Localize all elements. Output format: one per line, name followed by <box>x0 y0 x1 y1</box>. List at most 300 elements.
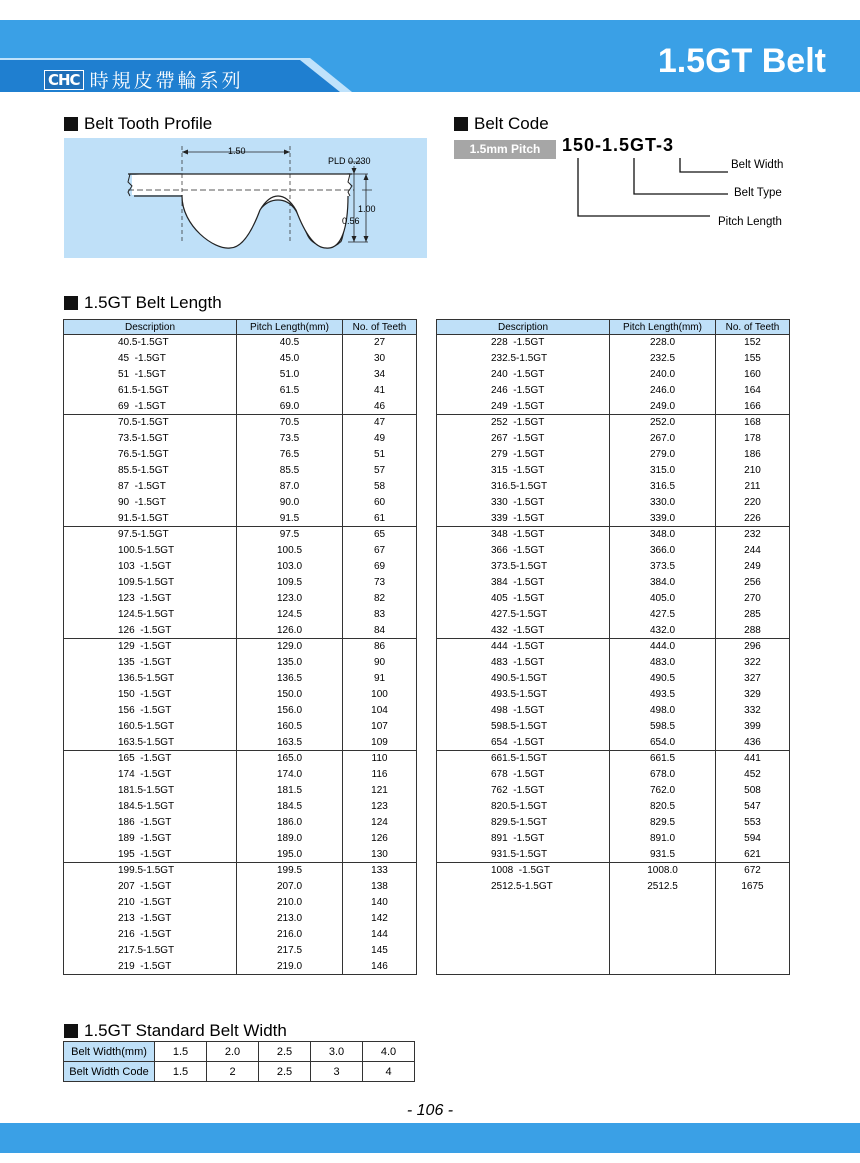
teeth-cell: 104 <box>343 703 417 719</box>
teeth-cell: 547 <box>716 799 790 815</box>
teeth-cell: 109 <box>343 735 417 751</box>
brand-logo <box>44 66 244 93</box>
pitch-length-cell: 85.5 <box>237 463 343 479</box>
belt-length-heading: 1.5GT Belt Length <box>64 293 222 313</box>
teeth-cell: 553 <box>716 815 790 831</box>
height-dimension: 1.00 <box>358 204 376 214</box>
teeth-cell: 621 <box>716 847 790 863</box>
pitch-length-cell: 165.0 <box>237 751 343 767</box>
description-cell: 129 -1.5GT <box>64 639 237 655</box>
description-cell: 199.5-1.5GT <box>64 863 237 879</box>
description-cell: 384 -1.5GT <box>437 575 610 591</box>
belt-width-row-label: Belt Width(mm) <box>64 1042 155 1062</box>
description-cell: 249 -1.5GT <box>437 399 610 415</box>
pitch-length-cell: 129.0 <box>237 639 343 655</box>
teeth-cell: 100 <box>343 687 417 703</box>
belt-code-example: 150-1.5GT-3 <box>562 135 675 155</box>
code-cell: 4 <box>363 1062 415 1082</box>
table-row <box>437 639 790 655</box>
col-pitch-length: Pitch Length(mm) <box>610 320 716 335</box>
pitch-length-cell: 207.0 <box>237 879 343 895</box>
teeth-cell: 65 <box>343 527 417 543</box>
pitch-length-cell: 91.5 <box>237 511 343 527</box>
table-row <box>437 767 790 783</box>
description-cell: 405 -1.5GT <box>437 591 610 607</box>
table-row <box>64 671 417 687</box>
pitch-length-cell: 373.5 <box>610 559 716 575</box>
pitch-length-cell: 483.0 <box>610 655 716 671</box>
pitch-length-cell: 384.0 <box>610 575 716 591</box>
belt-width-code-row-label: Belt Width Code <box>64 1062 155 1082</box>
pitch-length-cell: 348.0 <box>610 527 716 543</box>
description-cell: 316.5-1.5GT <box>437 479 610 495</box>
table-row <box>437 431 790 447</box>
table-row <box>437 463 790 479</box>
code-cell: 2 <box>207 1062 259 1082</box>
pitch-length-cell: 160.5 <box>237 719 343 735</box>
table-row <box>437 735 790 751</box>
teeth-cell: 164 <box>716 383 790 399</box>
teeth-cell: 332 <box>716 703 790 719</box>
description-cell: 69 -1.5GT <box>64 399 237 415</box>
description-cell: 829.5-1.5GT <box>437 815 610 831</box>
description-cell: 217.5-1.5GT <box>64 943 237 959</box>
pitch-length-cell: 279.0 <box>610 447 716 463</box>
pitch-length-cell: 70.5 <box>237 415 343 431</box>
table-row <box>64 511 417 527</box>
teeth-cell: 67 <box>343 543 417 559</box>
pitch-length-cell: 126.0 <box>237 623 343 639</box>
teeth-cell: 322 <box>716 655 790 671</box>
page-number: - 106 - <box>406 1102 454 1119</box>
teeth-cell: 436 <box>716 735 790 751</box>
pitch-length-cell: 217.5 <box>237 943 343 959</box>
pld-dimension: PLD 0.230 <box>328 156 371 166</box>
bullet-square-icon <box>64 296 78 310</box>
tooth-depth-dimension: 0.56 <box>342 216 360 226</box>
table-row <box>64 367 417 383</box>
teeth-cell: 126 <box>343 831 417 847</box>
table-row <box>437 655 790 671</box>
table-row <box>64 703 417 719</box>
teeth-cell: 51 <box>343 447 417 463</box>
pitch-length-cell: 891.0 <box>610 831 716 847</box>
table-row <box>64 351 417 367</box>
code-cell: 2.5 <box>259 1062 311 1082</box>
table-row <box>437 479 790 495</box>
table-row <box>64 655 417 671</box>
table-row <box>437 879 790 895</box>
description-cell: 762 -1.5GT <box>437 783 610 799</box>
table-row <box>64 911 417 927</box>
pitch-length-cell: 267.0 <box>610 431 716 447</box>
table-row <box>64 943 417 959</box>
pitch-length-cell: 432.0 <box>610 623 716 639</box>
table-row <box>437 703 790 719</box>
width-cell: 2.0 <box>207 1042 259 1062</box>
pitch-length-cell: 69.0 <box>237 399 343 415</box>
table-row <box>64 847 417 863</box>
table-row <box>64 383 417 399</box>
table-row <box>437 847 790 863</box>
description-cell: 160.5-1.5GT <box>64 719 237 735</box>
pitch-length-cell: 163.5 <box>237 735 343 751</box>
empty-cell <box>437 895 610 975</box>
table-row <box>437 399 790 415</box>
table-row <box>437 575 790 591</box>
teeth-cell: 34 <box>343 367 417 383</box>
teeth-cell: 211 <box>716 479 790 495</box>
bullet-square-icon <box>64 117 78 131</box>
pitch-length-cell: 123.0 <box>237 591 343 607</box>
page-title: 1.5GT Belt <box>657 42 826 80</box>
pitch-length-cell: 1008.0 <box>610 863 716 879</box>
pitch-length-cell: 76.5 <box>237 447 343 463</box>
teeth-cell: 73 <box>343 575 417 591</box>
description-cell: 97.5-1.5GT <box>64 527 237 543</box>
description-cell: 213 -1.5GT <box>64 911 237 927</box>
pitch-length-cell: 97.5 <box>237 527 343 543</box>
teeth-cell: 594 <box>716 831 790 847</box>
description-cell: 85.5-1.5GT <box>64 463 237 479</box>
description-cell: 91.5-1.5GT <box>64 511 237 527</box>
pitch-length-cell: 339.0 <box>610 511 716 527</box>
code-row <box>64 1062 415 1082</box>
table-row <box>437 783 790 799</box>
pitch-length-cell: 210.0 <box>237 895 343 911</box>
teeth-cell: 27 <box>343 335 417 351</box>
page-header <box>0 20 860 92</box>
teeth-cell: 86 <box>343 639 417 655</box>
page-footer-band <box>0 1123 860 1153</box>
code-cell: 3 <box>311 1062 363 1082</box>
description-cell: 252 -1.5GT <box>437 415 610 431</box>
empty-cell <box>610 895 716 975</box>
table-row <box>437 687 790 703</box>
teeth-cell: 61 <box>343 511 417 527</box>
pitch-badge: 1.5mm Pitch <box>454 140 556 159</box>
table-row <box>64 335 417 351</box>
belt-type-label: Belt Type <box>734 187 782 199</box>
teeth-cell: 142 <box>343 911 417 927</box>
description-cell: 184.5-1.5GT <box>64 799 237 815</box>
teeth-cell: 82 <box>343 591 417 607</box>
description-cell: 339 -1.5GT <box>437 511 610 527</box>
description-cell: 267 -1.5GT <box>437 431 610 447</box>
teeth-cell: 166 <box>716 399 790 415</box>
pitch-length-cell: 40.5 <box>237 335 343 351</box>
description-cell: 498 -1.5GT <box>437 703 610 719</box>
description-cell: 330 -1.5GT <box>437 495 610 511</box>
pitch-dimension: 1.50 <box>228 146 246 156</box>
description-cell: 891 -1.5GT <box>437 831 610 847</box>
belt-length-table-right <box>436 319 790 975</box>
pitch-length-cell: 184.5 <box>237 799 343 815</box>
tooth-profile-diagram <box>64 138 427 258</box>
pitch-length-cell: 195.0 <box>237 847 343 863</box>
description-cell: 931.5-1.5GT <box>437 847 610 863</box>
code-cell: 1.5 <box>155 1062 207 1082</box>
description-cell: 366 -1.5GT <box>437 543 610 559</box>
teeth-cell: 452 <box>716 767 790 783</box>
pitch-length-cell: 51.0 <box>237 367 343 383</box>
table-row <box>437 527 790 543</box>
bullet-square-icon <box>64 1024 78 1038</box>
pitch-length-cell: 678.0 <box>610 767 716 783</box>
table-row <box>64 543 417 559</box>
teeth-cell: 46 <box>343 399 417 415</box>
description-cell: 124.5-1.5GT <box>64 607 237 623</box>
description-cell: 678 -1.5GT <box>437 767 610 783</box>
belt-code-leader-lines <box>560 156 730 228</box>
table-row <box>64 591 417 607</box>
pitch-length-cell: 219.0 <box>237 959 343 975</box>
description-cell: 100.5-1.5GT <box>64 543 237 559</box>
description-cell: 181.5-1.5GT <box>64 783 237 799</box>
table-row <box>64 815 417 831</box>
description-cell: 189 -1.5GT <box>64 831 237 847</box>
pitch-length-cell: 103.0 <box>237 559 343 575</box>
teeth-cell: 270 <box>716 591 790 607</box>
table-row <box>64 719 417 735</box>
teeth-cell: 133 <box>343 863 417 879</box>
description-cell: 373.5-1.5GT <box>437 559 610 575</box>
teeth-cell: 508 <box>716 783 790 799</box>
teeth-cell: 210 <box>716 463 790 479</box>
table-row <box>64 431 417 447</box>
bullet-square-icon <box>454 117 468 131</box>
description-cell: 73.5-1.5GT <box>64 431 237 447</box>
pitch-length-cell: 136.5 <box>237 671 343 687</box>
description-cell: 70.5-1.5GT <box>64 415 237 431</box>
teeth-cell: 121 <box>343 783 417 799</box>
pitch-length-cell: 246.0 <box>610 383 716 399</box>
pitch-length-cell: 829.5 <box>610 815 716 831</box>
col-teeth: No. of Teeth <box>716 320 790 335</box>
belt-width-heading: 1.5GT Standard Belt Width <box>64 1021 287 1041</box>
teeth-cell: 249 <box>716 559 790 575</box>
teeth-cell: 107 <box>343 719 417 735</box>
description-cell: 76.5-1.5GT <box>64 447 237 463</box>
pitch-length-cell: 405.0 <box>610 591 716 607</box>
table-row <box>64 927 417 943</box>
teeth-cell: 441 <box>716 751 790 767</box>
description-cell: 210 -1.5GT <box>64 895 237 911</box>
teeth-cell: 244 <box>716 543 790 559</box>
col-pitch-length: Pitch Length(mm) <box>237 320 343 335</box>
description-cell: 315 -1.5GT <box>437 463 610 479</box>
table-row <box>64 799 417 815</box>
description-cell: 228 -1.5GT <box>437 335 610 351</box>
teeth-cell: 329 <box>716 687 790 703</box>
pitch-length-cell: 366.0 <box>610 543 716 559</box>
teeth-cell: 90 <box>343 655 417 671</box>
pitch-length-cell: 61.5 <box>237 383 343 399</box>
teeth-cell: 146 <box>343 959 417 975</box>
teeth-cell: 256 <box>716 575 790 591</box>
tooth-profile-heading: Belt Tooth Profile <box>64 114 212 134</box>
description-cell: 40.5-1.5GT <box>64 335 237 351</box>
teeth-cell: 285 <box>716 607 790 623</box>
table-row <box>64 687 417 703</box>
teeth-cell: 30 <box>343 351 417 367</box>
pitch-length-cell: 252.0 <box>610 415 716 431</box>
table-row <box>64 495 417 511</box>
description-cell: 483 -1.5GT <box>437 655 610 671</box>
table-row <box>64 527 417 543</box>
table-row <box>437 591 790 607</box>
teeth-cell: 91 <box>343 671 417 687</box>
description-cell: 136.5-1.5GT <box>64 671 237 687</box>
width-cell: 3.0 <box>311 1042 363 1062</box>
description-cell: 87 -1.5GT <box>64 479 237 495</box>
teeth-cell: 69 <box>343 559 417 575</box>
description-cell: 135 -1.5GT <box>64 655 237 671</box>
description-cell: 246 -1.5GT <box>437 383 610 399</box>
description-cell: 109.5-1.5GT <box>64 575 237 591</box>
teeth-cell: 123 <box>343 799 417 815</box>
pitch-length-cell: 427.5 <box>610 607 716 623</box>
belt-width-table <box>63 1041 415 1082</box>
description-cell: 123 -1.5GT <box>64 591 237 607</box>
teeth-cell: 155 <box>716 351 790 367</box>
table-row <box>64 623 417 639</box>
teeth-cell: 47 <box>343 415 417 431</box>
table-row <box>437 831 790 847</box>
pitch-length-cell: 156.0 <box>237 703 343 719</box>
empty-cell <box>716 895 790 975</box>
teeth-cell: 232 <box>716 527 790 543</box>
table-row <box>64 735 417 751</box>
description-cell: 661.5-1.5GT <box>437 751 610 767</box>
teeth-cell: 124 <box>343 815 417 831</box>
pitch-length-cell: 135.0 <box>237 655 343 671</box>
teeth-cell: 145 <box>343 943 417 959</box>
table-row <box>437 415 790 431</box>
pitch-length-cell: 654.0 <box>610 735 716 751</box>
width-cell: 1.5 <box>155 1042 207 1062</box>
description-cell: 427.5-1.5GT <box>437 607 610 623</box>
description-cell: 240 -1.5GT <box>437 367 610 383</box>
pitch-length-cell: 2512.5 <box>610 879 716 895</box>
teeth-cell: 178 <box>716 431 790 447</box>
belt-width-label: Belt Width <box>731 159 784 171</box>
table-row <box>64 463 417 479</box>
description-cell: 219 -1.5GT <box>64 959 237 975</box>
col-description: Description <box>437 320 610 335</box>
col-teeth: No. of Teeth <box>343 320 417 335</box>
table-row <box>437 799 790 815</box>
description-cell: 348 -1.5GT <box>437 527 610 543</box>
teeth-cell: 296 <box>716 639 790 655</box>
description-cell: 598.5-1.5GT <box>437 719 610 735</box>
table-row <box>64 767 417 783</box>
pitch-length-cell: 661.5 <box>610 751 716 767</box>
pitch-length-cell: 174.0 <box>237 767 343 783</box>
table-row <box>64 959 417 975</box>
table-row <box>437 559 790 575</box>
pitch-length-cell: 498.0 <box>610 703 716 719</box>
description-cell: 279 -1.5GT <box>437 447 610 463</box>
description-cell: 103 -1.5GT <box>64 559 237 575</box>
pitch-length-cell: 444.0 <box>610 639 716 655</box>
table-row <box>437 543 790 559</box>
description-cell: 490.5-1.5GT <box>437 671 610 687</box>
pitch-length-cell: 598.5 <box>610 719 716 735</box>
description-cell: 207 -1.5GT <box>64 879 237 895</box>
teeth-cell: 144 <box>343 927 417 943</box>
teeth-cell: 116 <box>343 767 417 783</box>
description-cell: 51 -1.5GT <box>64 367 237 383</box>
pitch-length-cell: 100.5 <box>237 543 343 559</box>
description-cell: 186 -1.5GT <box>64 815 237 831</box>
teeth-cell: 672 <box>716 863 790 879</box>
brand-name: 時規皮帶輪系列 <box>89 70 244 92</box>
table-row <box>64 575 417 591</box>
pitch-length-cell: 762.0 <box>610 783 716 799</box>
teeth-cell: 60 <box>343 495 417 511</box>
pitch-length-cell: 189.0 <box>237 831 343 847</box>
description-cell: 150 -1.5GT <box>64 687 237 703</box>
table-row <box>64 863 417 879</box>
description-cell: 45 -1.5GT <box>64 351 237 367</box>
pitch-length-cell: 213.0 <box>237 911 343 927</box>
table-row <box>64 879 417 895</box>
teeth-cell: 84 <box>343 623 417 639</box>
tooth-profile-drawing <box>64 138 427 258</box>
table-row <box>437 719 790 735</box>
pitch-length-cell: 45.0 <box>237 351 343 367</box>
pitch-length-cell: 232.5 <box>610 351 716 367</box>
logo-mark: CHC <box>44 70 84 90</box>
description-cell: 163.5-1.5GT <box>64 735 237 751</box>
table-row <box>437 511 790 527</box>
description-cell: 174 -1.5GT <box>64 767 237 783</box>
teeth-cell: 83 <box>343 607 417 623</box>
pitch-length-cell: 181.5 <box>237 783 343 799</box>
table-row <box>437 351 790 367</box>
teeth-cell: 49 <box>343 431 417 447</box>
table-row <box>64 639 417 655</box>
description-cell: 126 -1.5GT <box>64 623 237 639</box>
table-row <box>437 367 790 383</box>
teeth-cell: 58 <box>343 479 417 495</box>
table-row <box>64 607 417 623</box>
teeth-cell: 110 <box>343 751 417 767</box>
table-row <box>437 671 790 687</box>
teeth-cell: 160 <box>716 367 790 383</box>
teeth-cell: 138 <box>343 879 417 895</box>
table-filler-row <box>437 895 790 975</box>
pitch-length-cell: 228.0 <box>610 335 716 351</box>
pitch-length-cell: 87.0 <box>237 479 343 495</box>
table-row <box>437 383 790 399</box>
description-cell: 820.5-1.5GT <box>437 799 610 815</box>
table-row <box>437 751 790 767</box>
width-cell: 2.5 <box>259 1042 311 1062</box>
pitch-length-cell: 820.5 <box>610 799 716 815</box>
table-row <box>437 815 790 831</box>
description-cell: 444 -1.5GT <box>437 639 610 655</box>
teeth-cell: 41 <box>343 383 417 399</box>
pitch-length-cell: 73.5 <box>237 431 343 447</box>
table-row <box>437 495 790 511</box>
width-row <box>64 1042 415 1062</box>
pitch-length-cell: 109.5 <box>237 575 343 591</box>
description-cell: 493.5-1.5GT <box>437 687 610 703</box>
table-row <box>437 335 790 351</box>
description-cell: 1008 -1.5GT <box>437 863 610 879</box>
